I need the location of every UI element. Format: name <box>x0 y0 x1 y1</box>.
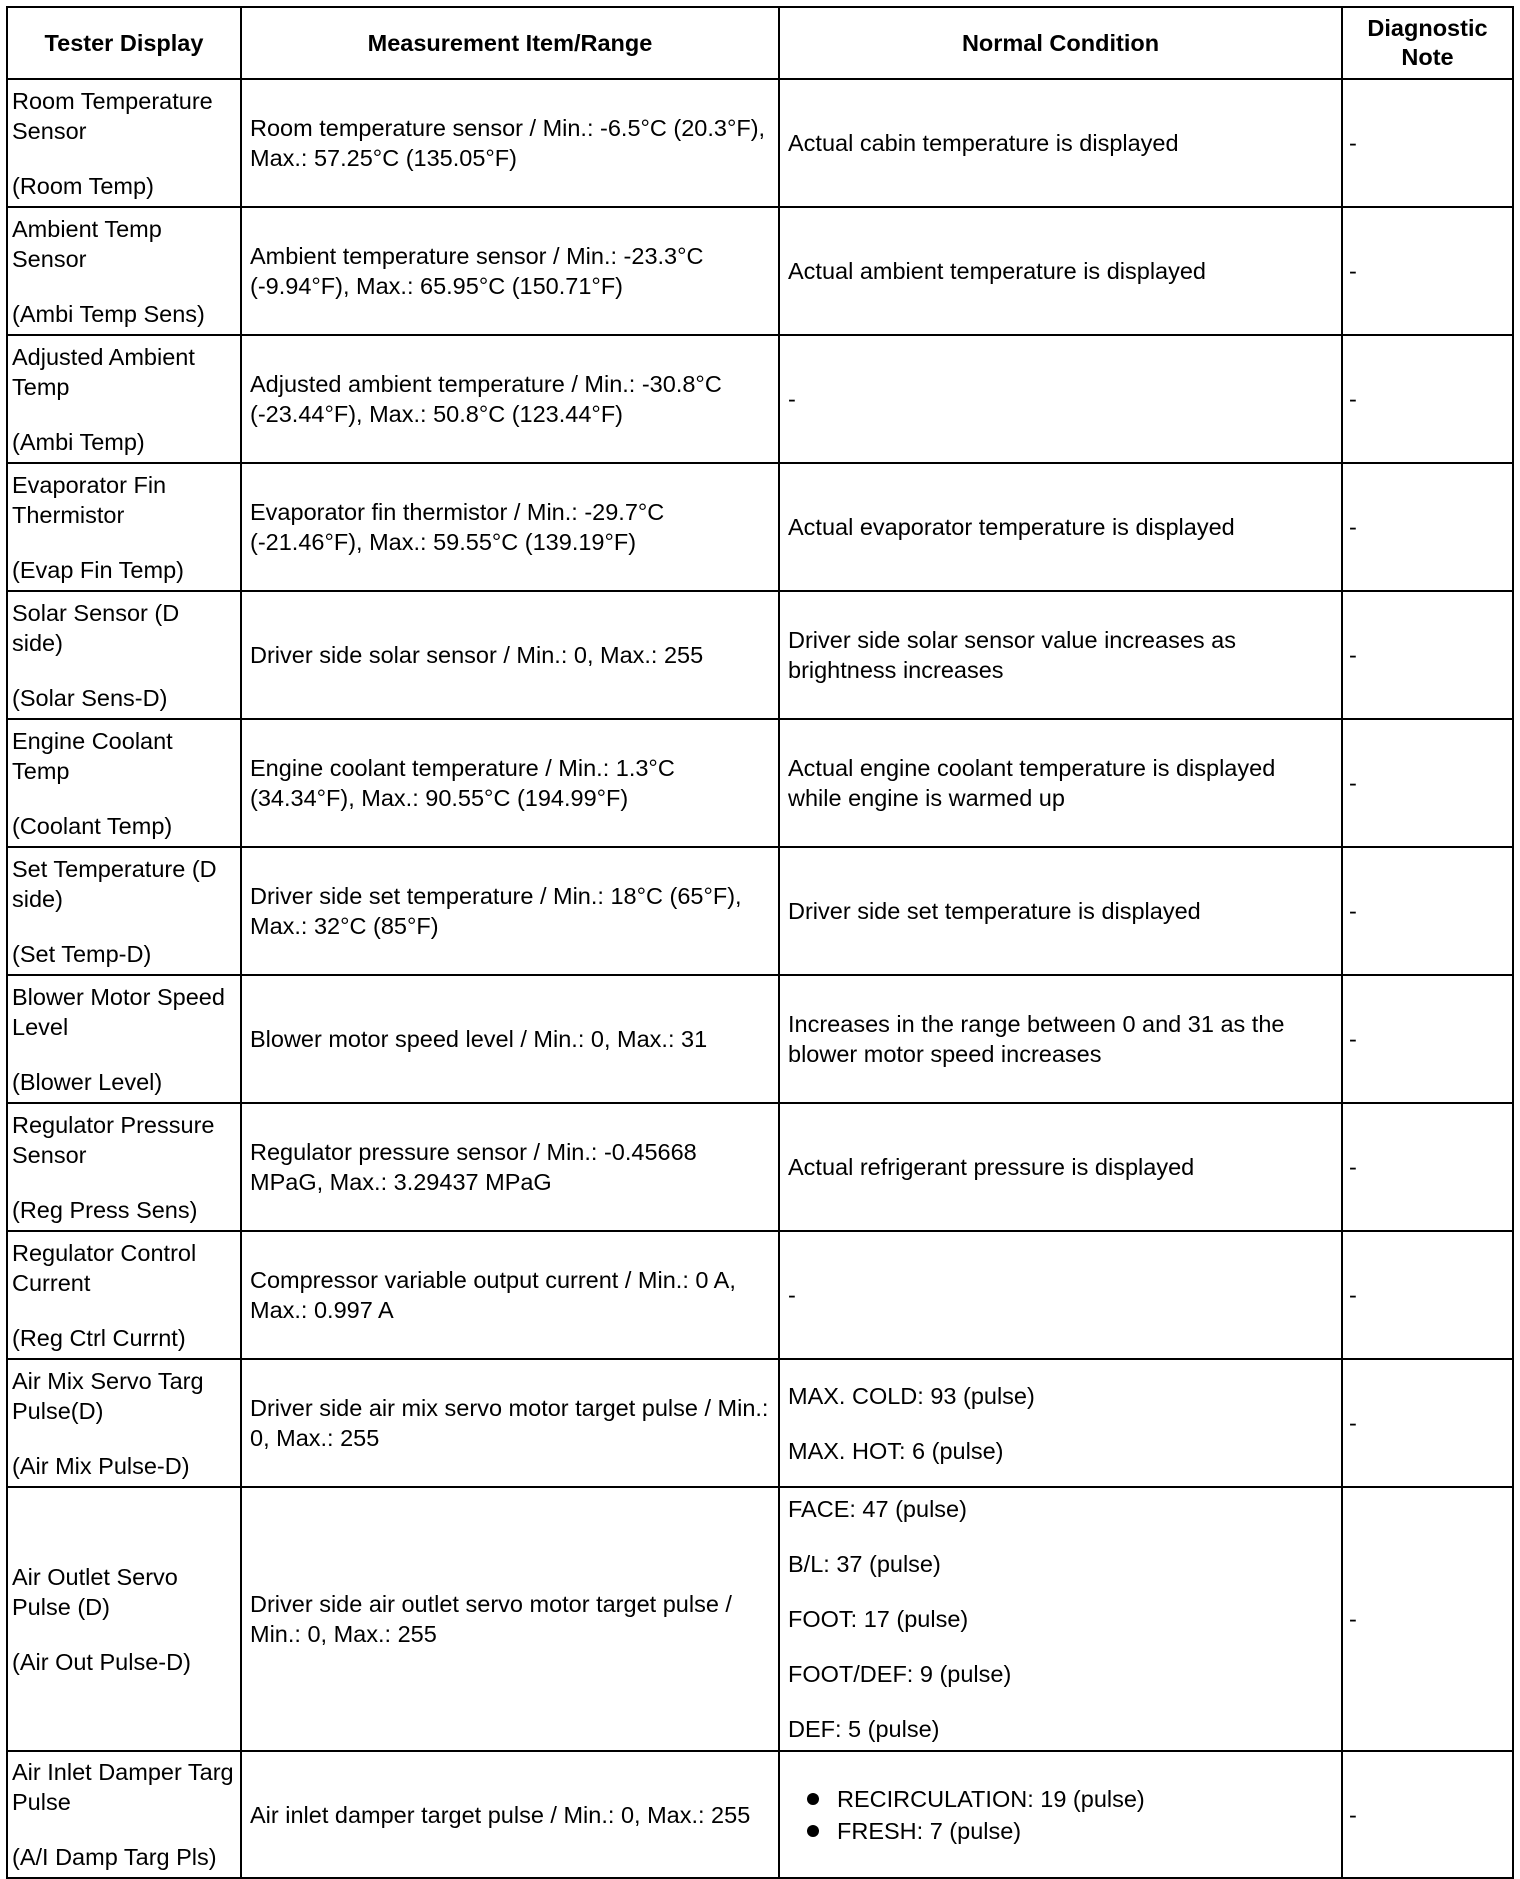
normal-condition-cell <box>779 1487 1342 1751</box>
tester-display-cell <box>7 591 241 719</box>
normal-condition-cell <box>779 1231 1342 1359</box>
tester-display-abbreviation: (Ambi Temp Sens) <box>12 300 205 327</box>
header-tester-display: Tester Display <box>7 7 241 79</box>
normal-condition-text: FOOT/DEF: 9 (pulse) <box>788 1661 1012 1687</box>
normal-condition-text: Actual refrigerant pressure is displayed <box>788 1154 1195 1180</box>
normal-condition-cell <box>779 719 1342 847</box>
diagnostic-note-cell: - <box>1342 1487 1513 1751</box>
normal-condition-cell <box>779 1751 1342 1878</box>
normal-condition-text: MAX. COLD: 93 (pulse) <box>788 1382 1035 1409</box>
diagnostic-note-cell: - <box>1342 1359 1513 1487</box>
table-row <box>7 1751 1513 1878</box>
diagnostic-note-cell: - <box>1342 1103 1513 1231</box>
header-measurement-item: Measurement Item/Range <box>241 7 779 79</box>
measurement-item-cell: Engine coolant temperature / Min.: 1.3°C (34.34°F), Max.: 90.55°C (194.99°F) <box>241 719 779 847</box>
normal-condition-text: - <box>788 1282 796 1308</box>
measurement-item-cell: Air inlet damper target pulse / Min.: 0, Max.: 255 <box>241 1751 779 1878</box>
diagnostic-note-cell: - <box>1342 591 1513 719</box>
tester-display-name: Air Outlet Servo Pulse (D) <box>12 1563 178 1620</box>
normal-condition-text: Actual evaporator temperature is displayed <box>788 514 1235 540</box>
measurement-item-cell: Driver side solar sensor / Min.: 0, Max.: 255 <box>241 591 779 719</box>
tester-display-cell <box>7 719 241 847</box>
normal-condition-text: Driver side set temperature is displayed <box>788 898 1201 924</box>
table-row <box>7 1103 1513 1231</box>
diagnostic-note-cell: - <box>1342 463 1513 591</box>
normal-condition-cell <box>779 1103 1342 1231</box>
diagnostic-note-cell: - <box>1342 975 1513 1103</box>
header-diagnostic-line2: Note <box>1401 44 1454 70</box>
normal-condition-bullet <box>804 1783 1333 1815</box>
normal-condition-cell <box>779 463 1342 591</box>
tester-display-name: Adjusted Ambient Temp <box>12 343 195 400</box>
measurement-item-cell: Room temperature sensor / Min.: -6.5°C (20.3°F), Max.: 57.25°C (135.05°F) <box>241 79 779 207</box>
table-row <box>7 1231 1513 1359</box>
diagnostic-note-cell: - <box>1342 1231 1513 1359</box>
table-row <box>7 975 1513 1103</box>
normal-condition-text: - <box>788 386 796 412</box>
header-diagnostic-line1: Diagnostic <box>1367 15 1488 41</box>
table-row <box>7 1359 1513 1487</box>
tester-display-name: Ambient Temp Sensor <box>12 215 162 272</box>
tester-display-abbreviation: (Reg Press Sens) <box>12 1196 198 1223</box>
tester-display-cell <box>7 1231 241 1359</box>
normal-condition-text: MAX. HOT: 6 (pulse) <box>788 1437 1004 1464</box>
table-row <box>7 463 1513 591</box>
tester-display-cell <box>7 1103 241 1231</box>
diagnostic-note-cell: - <box>1342 719 1513 847</box>
bullet-dot-icon <box>807 1793 819 1805</box>
table-row <box>7 591 1513 719</box>
tester-display-name: Engine Coolant Temp <box>12 727 173 784</box>
header-normal-condition: Normal Condition <box>779 7 1342 79</box>
measurement-item-cell: Evaporator fin thermistor / Min.: -29.7°C (-21.46°F), Max.: 59.55°C (139.19°F) <box>241 463 779 591</box>
tester-display-abbreviation: (Blower Level) <box>12 1068 163 1095</box>
normal-condition-cell <box>779 847 1342 975</box>
normal-condition-bullet-text: FRESH: 7 (pulse) <box>837 1817 1022 1844</box>
bullet-dot-icon <box>807 1825 819 1837</box>
normal-condition-text: Actual cabin temperature is displayed <box>788 130 1179 156</box>
data-list-sheet <box>6 6 1512 1879</box>
normal-condition-cell <box>779 975 1342 1103</box>
tester-display-cell <box>7 335 241 463</box>
tester-display-abbreviation: (Set Temp-D) <box>12 940 152 967</box>
table-row <box>7 335 1513 463</box>
normal-condition-bullet-text: RECIRCULATION: 19 (pulse) <box>837 1785 1145 1812</box>
measurement-item-cell: Regulator pressure sensor / Min.: -0.45668 MPaG, Max.: 3.29437 MPaG <box>241 1103 779 1231</box>
diagnostic-note-cell: - <box>1342 1751 1513 1878</box>
normal-condition-text: Actual ambient temperature is displayed <box>788 258 1206 284</box>
normal-condition-text: Driver side solar sensor value increases as brightness increases <box>788 627 1236 683</box>
tester-display-name: Room Temperature Sensor <box>12 87 213 144</box>
normal-condition-text: DEF: 5 (pulse) <box>788 1716 940 1742</box>
tester-display-cell <box>7 975 241 1103</box>
tester-display-abbreviation: (Air Mix Pulse-D) <box>12 1452 190 1479</box>
tester-display-abbreviation: (Air Out Pulse-D) <box>12 1648 191 1675</box>
normal-condition-text: FOOT: 17 (pulse) <box>788 1606 969 1632</box>
tester-display-name: Solar Sensor (D side) <box>12 599 180 656</box>
measurement-item-cell: Driver side set temperature / Min.: 18°C (65°F), Max.: 32°C (85°F) <box>241 847 779 975</box>
tester-display-cell <box>7 1487 241 1751</box>
tester-display-name: Air Inlet Damper Targ Pulse <box>12 1759 234 1815</box>
measurement-item-cell: Adjusted ambient temperature / Min.: -30.8°C (-23.44°F), Max.: 50.8°C (123.44°F) <box>241 335 779 463</box>
tester-display-cell <box>7 79 241 207</box>
normal-condition-cell <box>779 335 1342 463</box>
tester-display-cell <box>7 847 241 975</box>
diagnostic-note-cell: - <box>1342 847 1513 975</box>
measurement-item-cell: Driver side air mix servo motor target pulse / Min.: 0, Max.: 255 <box>241 1359 779 1487</box>
tester-display-cell <box>7 207 241 335</box>
tester-display-abbreviation: (Coolant Temp) <box>12 812 173 839</box>
diagnostic-note-cell: - <box>1342 79 1513 207</box>
tester-display-cell <box>7 463 241 591</box>
tester-display-abbreviation: (Ambi Temp) <box>12 428 145 455</box>
tester-display-name: Set Temperature (D side) <box>12 855 217 912</box>
measurement-item-cell: Compressor variable output current / Min.: 0 A, Max.: 0.997 A <box>241 1231 779 1359</box>
tester-display-name: Regulator Pressure Sensor <box>12 1111 215 1168</box>
header-diagnostic-note <box>1342 7 1513 79</box>
table-row <box>7 847 1513 975</box>
tester-display-name: Air Mix Servo Targ Pulse(D) <box>12 1367 204 1424</box>
normal-condition-cell <box>779 79 1342 207</box>
measurement-item-cell: Driver side air outlet servo motor target pulse / Min.: 0, Max.: 255 <box>241 1487 779 1751</box>
tester-display-abbreviation: (A/I Damp Targ Pls) <box>12 1844 217 1870</box>
tester-display-abbreviation: (Room Temp) <box>12 172 154 199</box>
table-row <box>7 207 1513 335</box>
header-row <box>7 7 1513 79</box>
tester-display-abbreviation: (Solar Sens-D) <box>12 684 168 711</box>
normal-condition-cell <box>779 591 1342 719</box>
tester-display-cell <box>7 1751 241 1878</box>
measurement-item-cell: Blower motor speed level / Min.: 0, Max.: 31 <box>241 975 779 1103</box>
tester-display-name: Regulator Control Current <box>12 1239 197 1296</box>
table-row <box>7 1487 1513 1751</box>
normal-condition-text: FACE: 47 (pulse) <box>788 1496 967 1522</box>
diagnostic-note-cell: - <box>1342 335 1513 463</box>
measurement-item-cell: Ambient temperature sensor / Min.: -23.3°C (-9.94°F), Max.: 65.95°C (150.71°F) <box>241 207 779 335</box>
diagnostic-note-cell: - <box>1342 207 1513 335</box>
tester-display-abbreviation: (Evap Fin Temp) <box>12 556 184 583</box>
normal-condition-cell <box>779 1359 1342 1487</box>
tester-display-name: Blower Motor Speed Level <box>12 983 225 1040</box>
tester-display-cell <box>7 1359 241 1487</box>
normal-condition-text: Increases in the range between 0 and 31 as the blower motor speed increases <box>788 1011 1285 1067</box>
table-row <box>7 719 1513 847</box>
normal-condition-text: B/L: 37 (pulse) <box>788 1551 941 1577</box>
tester-display-abbreviation: (Reg Ctrl Currnt) <box>12 1324 186 1351</box>
data-list-table <box>6 6 1514 1879</box>
normal-condition-text: Actual engine coolant temperature is displayed while engine is warmed up <box>788 755 1276 811</box>
normal-condition-bullet <box>804 1815 1333 1847</box>
tester-display-name: Evaporator Fin Thermistor <box>12 471 167 528</box>
normal-condition-cell <box>779 207 1342 335</box>
table-row <box>7 79 1513 207</box>
normal-condition-bullet-list <box>788 1783 1333 1847</box>
